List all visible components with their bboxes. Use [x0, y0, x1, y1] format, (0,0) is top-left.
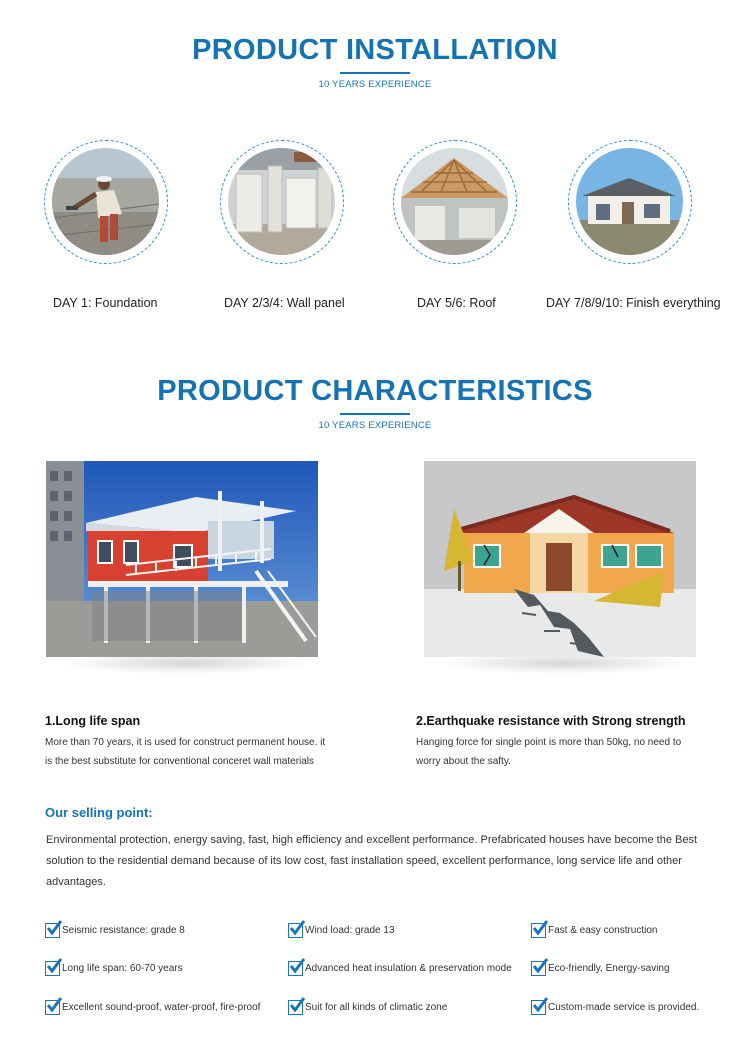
- step-2-label: DAY 2/3/4: Wall panel: [224, 296, 345, 310]
- earthquake-illustration: [424, 461, 696, 657]
- step-3-image-frame: [393, 140, 517, 264]
- selling-point-item: [288, 1000, 447, 1015]
- feature-1-text-line-1: More than 70 years, it is used for construct permanent house. it: [45, 737, 326, 748]
- feature-2-text-line-2: worry about the safty.: [416, 756, 511, 767]
- selling-point-item: [288, 923, 395, 938]
- selling-point-item: [288, 961, 512, 976]
- step-4-image-frame: [568, 140, 692, 264]
- step-4-label: DAY 7/8/9/10: Finish everything: [546, 296, 721, 310]
- characteristics-subtitle: 10 YEARS EXPERIENCE: [318, 420, 432, 431]
- selling-point-label: Custom-made service is provided.: [548, 1002, 700, 1013]
- feature-1-title: 1.Long life span: [45, 714, 141, 728]
- selling-point-label: Wind load: grade 13: [305, 925, 395, 936]
- selling-point-label: Fast & easy construction: [548, 925, 658, 936]
- selling-point-item: [531, 923, 658, 938]
- selling-point-paragraph: Environmental protection, energy saving, fast, high efficiency and excellent performance. Prefabricated houses have become the Best solution to the residential demand because of its low cost, fast installation speed, excellent performance, long service life and other advantages.: [46, 834, 698, 888]
- selling-point-item: [45, 961, 183, 976]
- check-icon: [45, 961, 60, 976]
- check-icon: [45, 1000, 60, 1015]
- check-icon: [531, 1000, 546, 1015]
- characteristics-title-rule: [340, 413, 410, 415]
- step-1-image-frame: [44, 140, 168, 264]
- selling-point-label: Excellent sound-proof, water-proof, fire-proof: [62, 1002, 261, 1013]
- container-house-photo: [46, 461, 318, 657]
- selling-point-item: [531, 961, 670, 976]
- check-icon: [531, 961, 546, 976]
- selling-point-heading: Our selling point:: [45, 805, 153, 820]
- selling-point-label: Seismic resistance: grade 8: [62, 925, 185, 936]
- selling-point-item: [531, 1000, 699, 1015]
- selling-point-item: [45, 923, 185, 938]
- check-icon: [288, 1000, 303, 1015]
- wall-panel-photo: [228, 148, 335, 255]
- check-icon: [288, 961, 303, 976]
- check-icon: [288, 923, 303, 938]
- feature-2-title: 2.Earthquake resistance with Strong strength: [416, 714, 686, 728]
- step-2-image-frame: [220, 140, 344, 264]
- selling-point-item: [45, 1000, 260, 1015]
- check-icon: [531, 923, 546, 938]
- installation-title: PRODUCT INSTALLATION: [192, 34, 558, 66]
- step-3-label: DAY 5/6: Roof: [417, 296, 496, 310]
- selling-point-label: Long life span: 60-70 years: [62, 963, 183, 974]
- selling-point-label: Suit for all kinds of climatic zone: [305, 1002, 448, 1013]
- installation-subtitle: 10 YEARS EXPERIENCE: [318, 79, 432, 90]
- selling-point-label: Advanced heat insulation & preservation mode: [305, 963, 512, 974]
- characteristics-title: PRODUCT CHARACTERISTICS: [157, 375, 593, 407]
- installation-title-rule: [340, 72, 410, 74]
- step-1-label: DAY 1: Foundation: [53, 296, 158, 310]
- roof-photo: [401, 148, 508, 255]
- foundation-photo: [52, 148, 159, 255]
- selling-point-label: Eco-friendly, Energy-saving: [548, 963, 670, 974]
- feature-1-text-line-2: is the best substitute for conventional conceret wall materials: [45, 756, 315, 767]
- check-icon: [45, 923, 60, 938]
- feature-2-text-line-1: Hanging force for single point is more than 50kg, no need to: [416, 737, 682, 748]
- finished-house-photo: [576, 148, 683, 255]
